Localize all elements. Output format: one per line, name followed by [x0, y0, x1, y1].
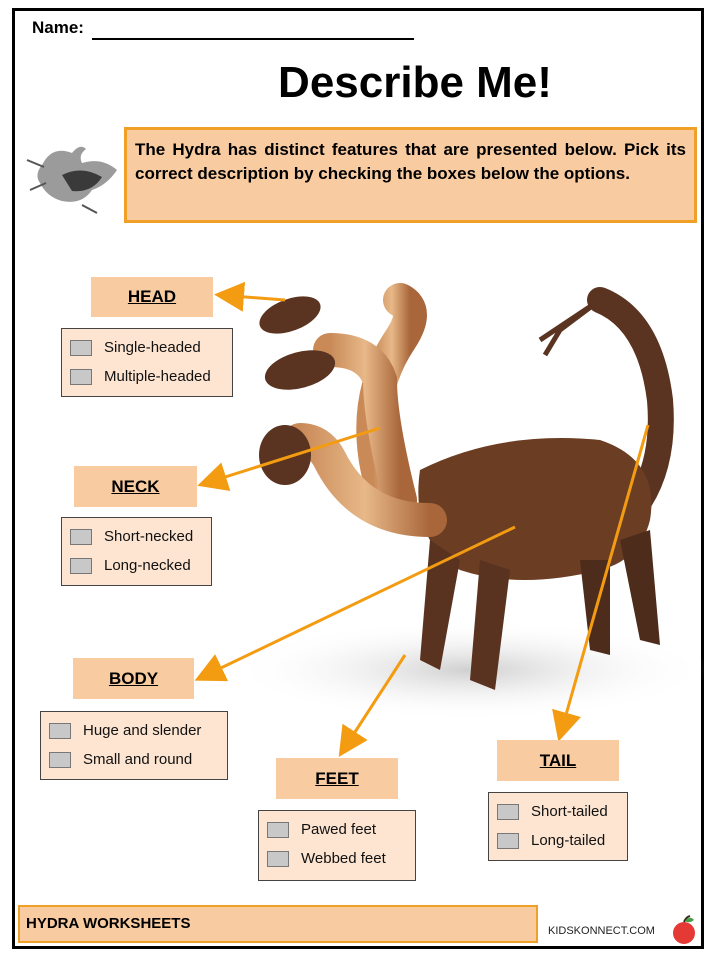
neck-option-2[interactable]: Long-necked — [70, 557, 191, 574]
neck-option-1[interactable]: Short-necked — [70, 528, 193, 545]
checkbox[interactable] — [267, 822, 289, 838]
checkbox[interactable] — [267, 851, 289, 867]
body-option-1[interactable]: Huge and slender — [49, 722, 201, 739]
intro-box: The Hydra has distinct features that are presented below. Pick its correct description by checking the boxes below the options. — [124, 127, 697, 223]
feet-option-2[interactable]: Webbed feet — [267, 850, 386, 867]
checkbox[interactable] — [497, 804, 519, 820]
neck-options-box — [61, 517, 212, 586]
tail-option-2[interactable]: Long-tailed — [497, 832, 605, 849]
feet-option-1[interactable]: Pawed feet — [267, 821, 376, 838]
tail-options-box — [488, 792, 628, 861]
checkbox[interactable] — [70, 340, 92, 356]
body-option-2[interactable]: Small and round — [49, 751, 192, 768]
checkbox[interactable] — [70, 558, 92, 574]
feet-options-box — [258, 810, 416, 881]
checkbox[interactable] — [70, 529, 92, 545]
name-input-line[interactable] — [92, 38, 414, 40]
checkbox[interactable] — [70, 369, 92, 385]
head-option-2[interactable]: Multiple-headed — [70, 368, 211, 385]
footer-banner: HYDRA WORKSHEETS — [18, 905, 538, 943]
tail-label: TAIL — [497, 740, 619, 781]
checkbox[interactable] — [497, 833, 519, 849]
page-title: Describe Me! — [278, 58, 552, 107]
checkbox[interactable] — [49, 723, 71, 739]
head-option-1[interactable]: Single-headed — [70, 339, 201, 356]
brand-text: KIDSKONNECT.COM — [548, 925, 655, 937]
name-label: Name: — [32, 18, 84, 37]
feet-label: FEET — [276, 758, 398, 799]
body-options-box — [40, 711, 228, 780]
checkbox[interactable] — [49, 752, 71, 768]
head-options-box — [61, 328, 233, 397]
head-label: HEAD — [91, 277, 213, 317]
body-label: BODY — [73, 658, 194, 699]
neck-label: NECK — [74, 466, 197, 507]
tail-option-1[interactable]: Short-tailed — [497, 803, 608, 820]
